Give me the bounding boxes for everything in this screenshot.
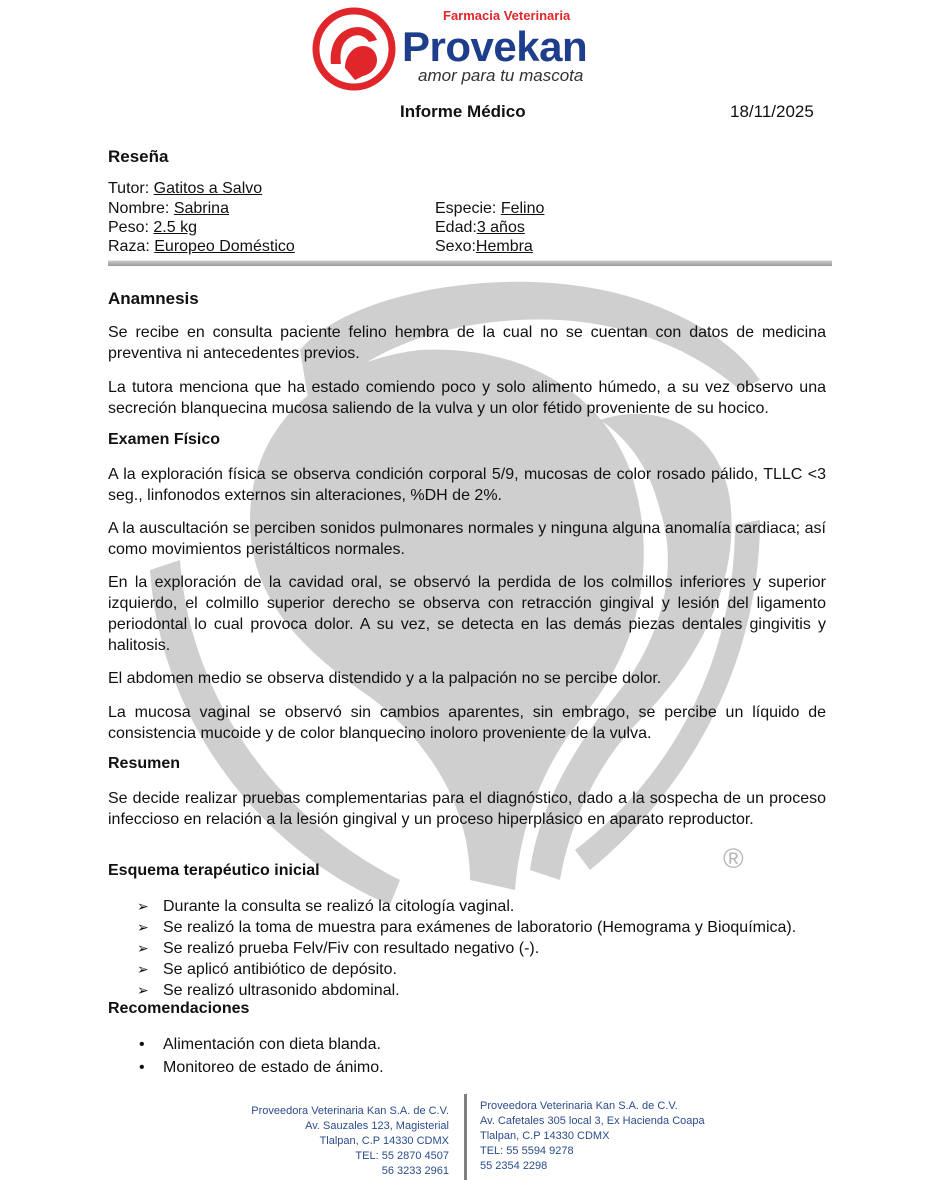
anamnesis-heading: Anamnesis	[108, 289, 199, 308]
examen-paragraph-2: A la auscultación se perciben sonidos pulmonares normales y ninguna alguna anomalía cardiaca; así como movimientos peristálticos normales.	[108, 520, 826, 558]
edad-value: 3 años	[476, 219, 525, 236]
list-item-text: Monitoreo de estado de ánimo.	[163, 1059, 384, 1076]
list-item	[108, 959, 848, 980]
examen-paragraph-1: A la exploración física se observa condición corporal 5/9, mucosas de color rosado pálido, TLLC <3 seg., linfonodos externos sin alteraciones, %DH de 2%.	[108, 466, 826, 504]
resena-heading: Reseña	[108, 147, 169, 166]
list-item-text: Se realizó ultrasonido abdominal.	[163, 982, 400, 999]
peso-row	[108, 217, 197, 238]
peso-value: 2.5 kg	[153, 219, 197, 236]
arrow-bullet-icon: ➢	[137, 898, 149, 914]
footer-left-address	[251, 1104, 449, 1179]
registered-mark: ®	[723, 843, 744, 874]
arrow-bullet-icon: ➢	[137, 919, 149, 935]
sexo-label: Sexo:	[435, 238, 476, 255]
footer-line: Tlalpan, C.P 14330 CDMX	[480, 1130, 610, 1142]
tutor-value: Gatitos a Salvo	[153, 180, 263, 197]
nombre-value: Sabrina	[173, 200, 229, 217]
footer-phone: 55 2354 2298	[480, 1160, 548, 1172]
list-item-text: Durante la consulta se realizó la citología vaginal.	[163, 898, 515, 915]
arrow-bullet-icon: ➢	[137, 982, 149, 998]
report-title: Informe Médico	[400, 102, 526, 121]
dot-bullet-icon: •	[139, 1036, 145, 1053]
dot-bullet-icon: •	[139, 1059, 145, 1076]
footer-line: Av. Cafetales 305 local 3, Ex Hacienda Coapa	[480, 1115, 705, 1127]
list-item	[108, 1057, 848, 1078]
edad-label: Edad:	[435, 219, 477, 236]
examen-paragraph-4: El abdomen medio se observa distendido y a la palpación no se percibe dolor.	[108, 670, 662, 687]
resumen-heading: Resumen	[108, 755, 181, 772]
footer-line: Proveedora Veterinaria Kan S.A. de C.V.	[480, 1100, 678, 1112]
esquema-heading: Esquema terapéutico inicial	[108, 862, 320, 879]
section-divider	[108, 260, 832, 266]
especie-label: Especie:	[435, 200, 497, 217]
edad-row	[435, 217, 525, 238]
list-item-text: Alimentación con dieta blanda.	[163, 1036, 381, 1053]
especie-row	[435, 198, 544, 219]
resumen-paragraph: Se decide realizar pruebas complementarias para el diagnóstico, dado a la sospecha de un proceso infeccioso en relación a la lesión gingival y un proceso hiperplásico en aparato reproductor.	[108, 790, 826, 828]
recomendaciones-list	[108, 1034, 848, 1078]
nombre-label: Nombre:	[108, 200, 170, 217]
raza-row	[108, 236, 295, 257]
peso-label: Peso:	[108, 219, 149, 236]
examen-paragraph-3: En la exploración de la cavidad oral, se observó la perdida de los colmillos inferiores y superior izquierdo, el colmillo superior derecho se observa con retracción gingival y lesión del ligamento periodontal lo cual provoca dolor. A su vez, se detecta en las demás piezas dentales gingivitis y halitosis.	[108, 574, 826, 654]
list-item-text: Se realizó prueba Felv/Fiv con resultado negativo (-).	[163, 940, 540, 957]
footer-right-address	[480, 1099, 705, 1174]
examen-paragraph-5: La mucosa vaginal se observó sin cambios aparentes, sin embrago, se percibe un líquido de consistencia mucoide y de color blanquecino inoloro proveniente de la vulva.	[108, 704, 826, 742]
brand-slogan: amor para tu mascota	[418, 66, 584, 85]
anamnesis-paragraph-2: La tutora menciona que ha estado comiendo poco y solo alimento húmedo, a su vez observo una secreción blanquecina mucosa saliendo de la vulva y un olor fétido proveniente de su hocico.	[108, 379, 826, 417]
especie-value: Felino	[500, 200, 545, 217]
sexo-value: Hembra	[475, 238, 533, 255]
footer-phone: TEL: 55 2870 4507	[355, 1150, 449, 1162]
list-item-text: Se realizó la toma de muestra para exámenes de laboratorio (Hemograma y Bioquímica).	[163, 919, 797, 936]
tutor-label: Tutor:	[108, 180, 150, 197]
sexo-row	[435, 236, 533, 257]
pet-logo-icon	[311, 6, 397, 92]
list-item-text: Se aplicó antibiótico de depósito.	[163, 961, 397, 978]
nombre-row	[108, 198, 229, 219]
footer-phone: 56 3233 2961	[381, 1165, 449, 1177]
brand-name: Provekan	[402, 23, 588, 70]
raza-label: Raza:	[108, 238, 150, 255]
list-item	[108, 896, 848, 917]
arrow-bullet-icon: ➢	[137, 940, 149, 956]
tutor-row	[108, 178, 262, 199]
report-date: 18/11/2025	[730, 102, 814, 121]
brand-subtitle: Farmacia Veterinaria	[443, 8, 571, 23]
list-item	[108, 938, 848, 959]
anamnesis-paragraph-1: Se recibe en consulta paciente felino hembra de la cual no se cuentan con datos de medicina preventiva ni antecedentes previos.	[108, 324, 826, 362]
recomendaciones-heading: Recomendaciones	[108, 1000, 250, 1017]
footer-line: Proveedora Veterinaria Kan S.A. de C.V.	[251, 1105, 449, 1117]
footer-line: Tlalpan, C.P 14330 CDMX	[319, 1135, 449, 1147]
list-item	[108, 917, 848, 938]
footer-phone: TEL: 55 5594 9278	[480, 1145, 574, 1157]
examen-heading: Examen Físico	[108, 431, 221, 448]
raza-value: Europeo Doméstico	[154, 238, 295, 255]
list-item	[108, 1034, 848, 1055]
arrow-bullet-icon: ➢	[137, 961, 149, 977]
footer-line: Av. Sauzales 123, Magisterial	[305, 1120, 449, 1132]
esquema-list	[108, 896, 848, 1001]
footer-separator	[464, 1094, 467, 1180]
list-item	[108, 980, 848, 1001]
